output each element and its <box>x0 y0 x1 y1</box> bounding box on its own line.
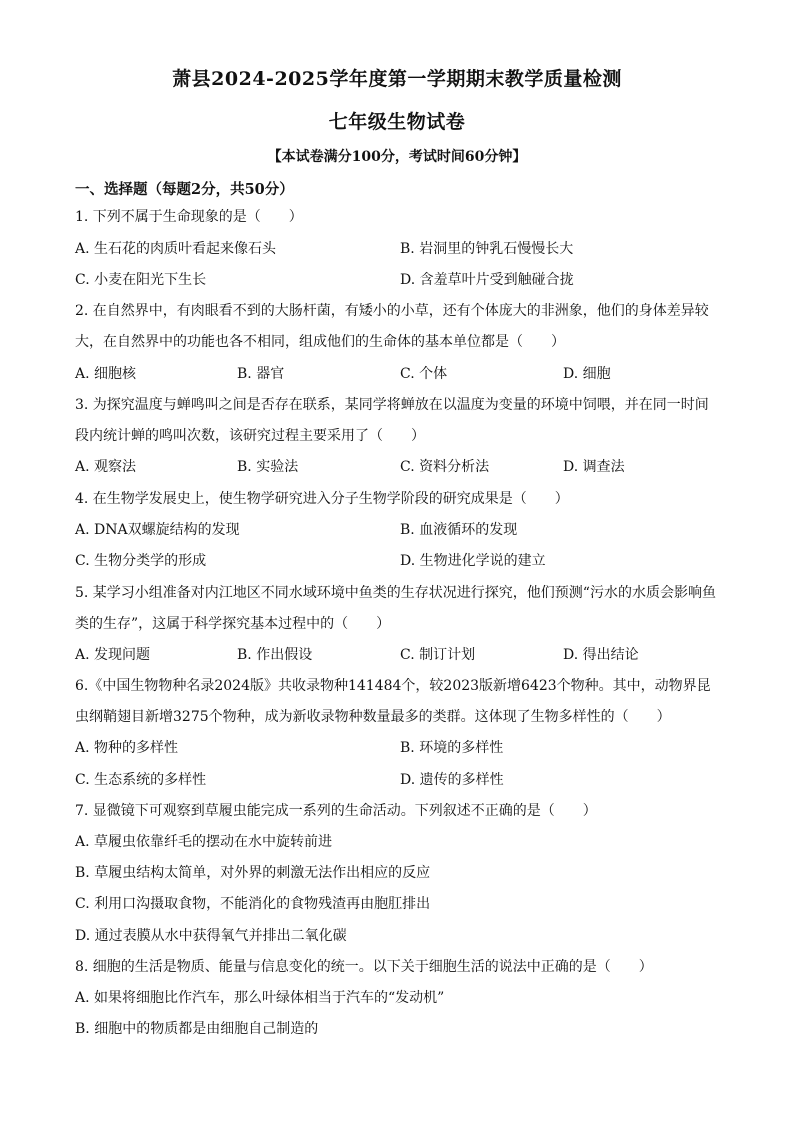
option-text: A. 如果将细胞比作汽车，那么叶绿体相当于汽车的“发动机” <box>75 990 445 1006</box>
option-text: C. 小麦在阳光下生长 <box>75 272 207 288</box>
option-text: B. 血液循环的发现 <box>400 522 518 538</box>
option-text: C. 资料分析法 <box>400 459 490 475</box>
option-text: B. 环境的多样性 <box>400 740 504 756</box>
question-stem: 7. 显微镜下可观察到草履虫能完成一系列的生命活动。下列叙述不正确的是（ ） <box>75 803 597 819</box>
option-text: D. 得出结论 <box>563 647 639 663</box>
option-text: A. DNA双螺旋结构的发现 <box>75 522 240 538</box>
question-stem: 5. 某学习小组准备对内江地区不同水域环境中鱼类的生存状况进行探究，他们预测“污水的水质会影响鱼 <box>75 585 716 601</box>
question-stem: 1. 下列不属于生命现象的是（ ） <box>75 209 303 225</box>
exam-title: 萧县2024-2025学年度第一学期期末教学质量检测 <box>172 68 622 90</box>
option-text: A. 物种的多样性 <box>75 740 179 756</box>
option-text: B. 细胞中的物质都是由细胞自己制造的 <box>75 1021 319 1037</box>
question-stem: 4. 在生物学发展史上，使生物学研究进入分子生物学阶段的研究成果是（ ） <box>75 491 569 507</box>
option-text: B. 草履虫结构太简单，对外界的刺激无法作出相应的反应 <box>75 865 431 881</box>
exam-subtitle: 七年级生物试卷 <box>328 111 466 133</box>
option-text: D. 调查法 <box>563 459 625 475</box>
option-text: B. 器官 <box>237 366 285 382</box>
option-text: A. 草履虫依靠纤毛的摆动在水中旋转前进 <box>75 834 333 850</box>
option-text: C. 生物分类学的形成 <box>75 553 207 569</box>
question-stem: 6.《中国生物物种名录2024版》共收录物种141484个，较2023版新增6423个物种。其中，动物界昆 <box>75 678 711 694</box>
option-text: C. 制订计划 <box>400 647 476 663</box>
option-text: A. 生石花的肉质叶看起来像石头 <box>75 241 277 257</box>
option-text: C. 生态系统的多样性 <box>75 772 207 788</box>
question-stem: 大，在自然界中的功能也各不相同，组成他们的生命体的基本单位都是（ ） <box>75 334 565 350</box>
section-heading: 一、选择题（每题2分，共50分） <box>75 181 294 198</box>
option-text: A. 观察法 <box>75 459 137 475</box>
option-text: D. 细胞 <box>563 366 611 382</box>
option-text: B. 作出假设 <box>237 647 313 663</box>
option-text: C. 利用口沟摄取食物，不能消化的食物残渣再由胞肛排出 <box>75 896 431 912</box>
option-text: C. 个体 <box>400 366 448 382</box>
question-stem: 3. 为探究温度与蝉鸣叫之间是否存在联系，某同学将蝉放在以温度为变量的环境中饲喂，并在同一时间 <box>75 397 709 413</box>
option-text: D. 遗传的多样性 <box>400 772 504 788</box>
option-text: B. 岩洞里的钟乳石慢慢长大 <box>400 241 574 257</box>
question-stem: 虫纲鞘翅目新增3275个物种，成为新收录物种数量最多的类群。这体现了生物多样性的（ ） <box>75 709 671 725</box>
exam-note: 【本试卷满分100分，考试时间60分钟】 <box>267 149 527 165</box>
question-stem: 8. 细胞的生活是物质、能量与信息变化的统一。以下关于细胞生活的说法中正确的是（ ） <box>75 959 653 975</box>
question-stem: 2. 在自然界中，有肉眼看不到的大肠杆菌，有矮小的小草，还有个体庞大的非洲象，他们的身体差异较 <box>75 303 709 319</box>
option-text: B. 实验法 <box>237 459 299 475</box>
question-stem: 段内统计蝉的鸣叫次数，该研究过程主要采用了（ ） <box>75 428 425 444</box>
option-text: D. 通过表膜从水中获得氧气并排出二氧化碳 <box>75 928 347 944</box>
option-text: D. 含羞草叶片受到触碰合拢 <box>400 272 574 288</box>
question-stem: 类的生存”，这属于科学探究基本过程中的（ ） <box>75 616 391 632</box>
option-text: A. 细胞核 <box>75 366 137 382</box>
option-text: D. 生物进化学说的建立 <box>400 553 546 569</box>
option-text: A. 发现问题 <box>75 647 151 663</box>
